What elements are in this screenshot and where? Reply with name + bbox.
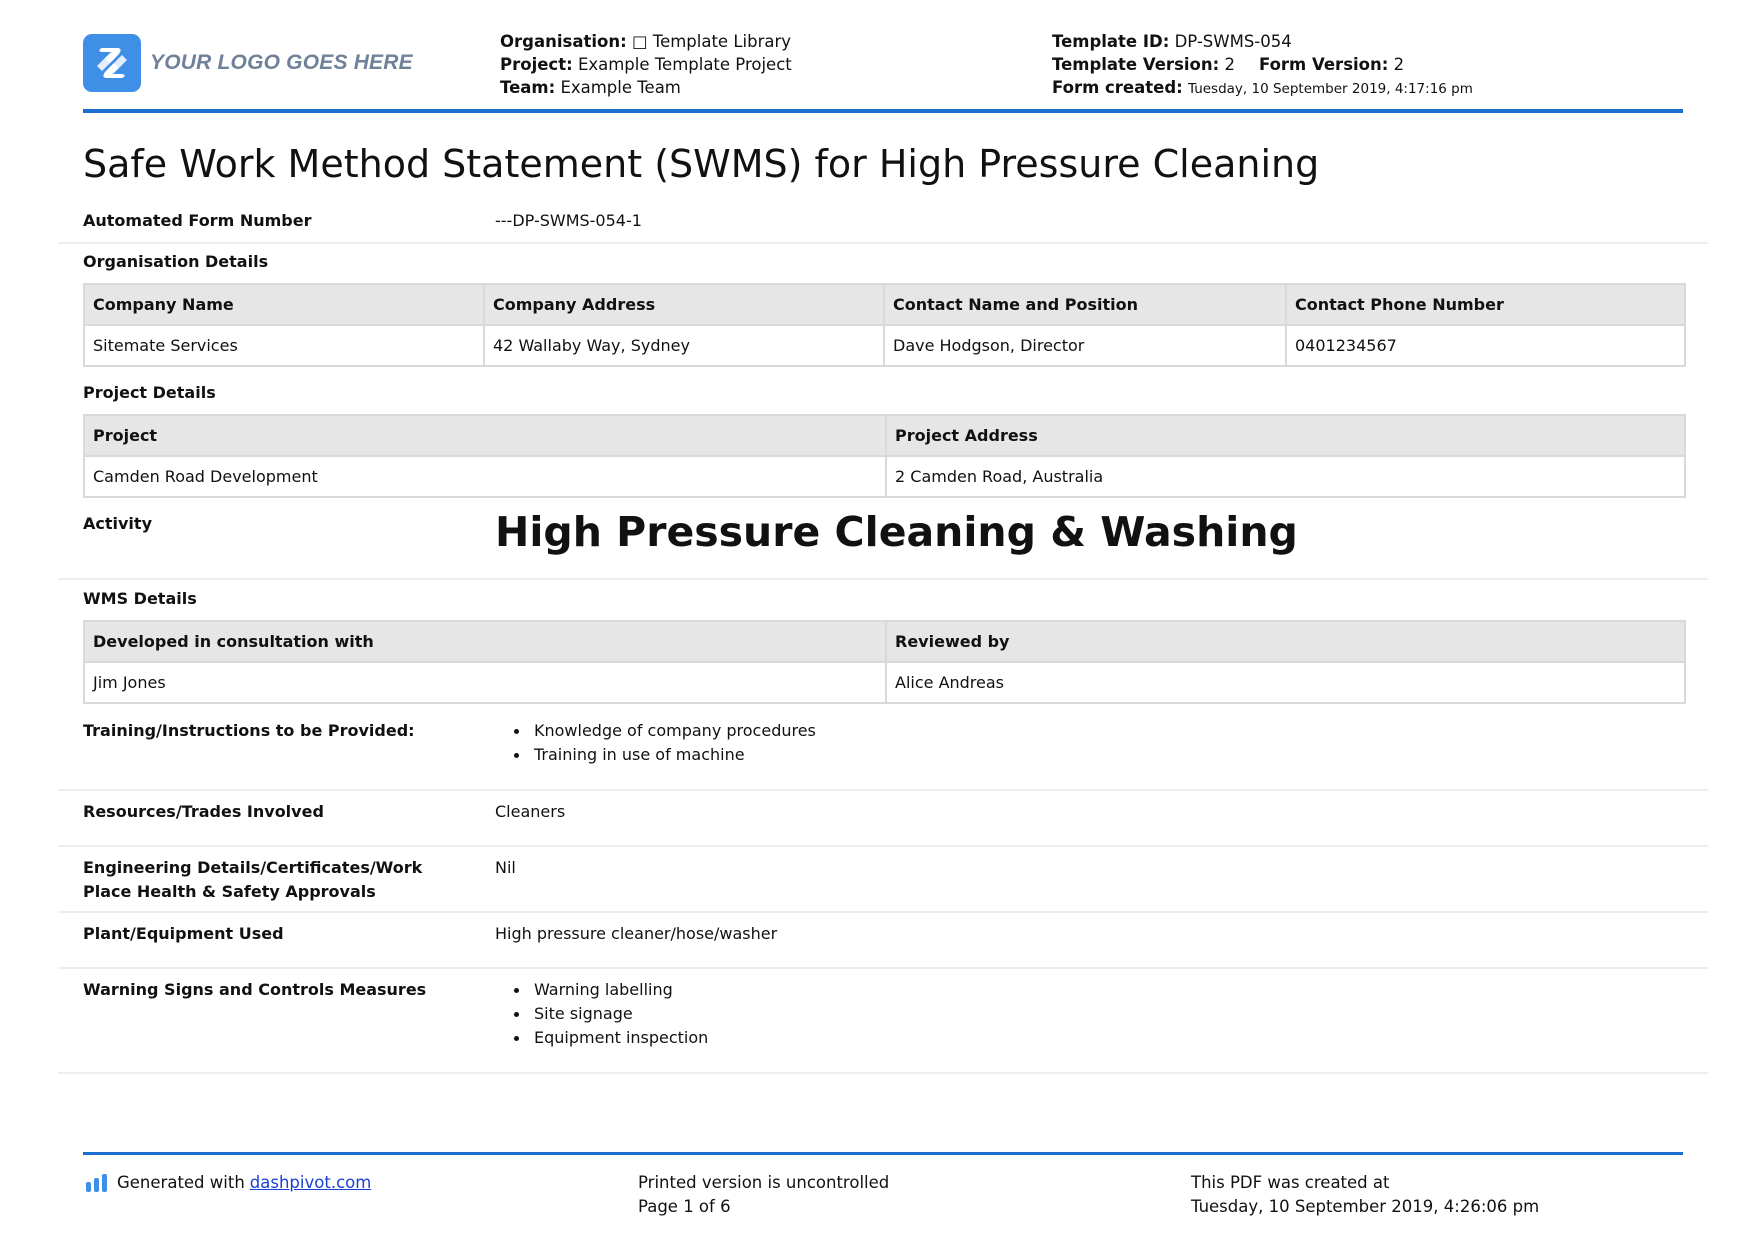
developed-with-header: Developed in consultation with [84,621,886,662]
engineering-label [83,856,422,904]
activity-value: High Pressure Cleaning & Washing [495,508,1298,556]
divider [58,242,1708,244]
divider [58,1072,1708,1074]
organisation-details-table [83,283,1686,367]
warning-list [534,978,708,1050]
team-value: Example Team [560,78,681,97]
wms-details-table [83,620,1686,704]
company-address-header: Company Address [484,284,884,325]
logo [83,34,413,92]
project-label: Project: [500,55,573,74]
table-header-row [84,415,1685,456]
table-row [84,662,1685,703]
plant-label: Plant/Equipment Used [83,924,284,943]
divider [58,578,1708,580]
team-label: Team: [500,78,556,97]
footer-generated [85,1171,371,1195]
project-address-header: Project Address [886,415,1685,456]
company-address-value: 42 Wallaby Way, Sydney [484,325,884,366]
pdf-created-timestamp: Tuesday, 10 September 2019, 4:26:06 pm [1191,1197,1540,1216]
organisation-value: □ Template Library [631,32,792,51]
contact-name-header: Contact Name and Position [884,284,1286,325]
project-details-table [83,414,1686,498]
header-divider [83,109,1683,113]
list-item: Warning labelling [534,978,708,1002]
header-project-info [500,30,792,99]
logo-icon [83,34,141,92]
table-row [84,325,1685,366]
warning-label: Warning Signs and Controls Measures [83,980,427,999]
divider [58,911,1708,913]
project-address-value: 2 Camden Road, Australia [886,456,1685,497]
form-created-label: Form created: [1052,78,1183,97]
organisation-label: Organisation: [500,32,627,51]
form-version-value: 2 [1393,55,1405,74]
project-header: Project [84,415,886,456]
contact-phone-header: Contact Phone Number [1286,284,1685,325]
dashpivot-link[interactable]: dashpivot.com [249,1173,372,1192]
engineering-value: Nil [495,858,516,877]
list-item: Knowledge of company procedures [534,719,816,743]
reviewed-by-value: Alice Andreas [886,662,1685,703]
page-title: Safe Work Method Statement (SWMS) for High Pressure Cleaning [83,142,1320,186]
template-id-label: Template ID: [1052,32,1170,51]
form-number-label: Automated Form Number [83,211,312,230]
pdf-created-text: This PDF was created at [1191,1173,1390,1192]
project-value: Example Template Project [577,55,792,74]
wms-details-label: WMS Details [83,589,197,608]
divider [58,845,1708,847]
training-label: Training/Instructions to be Provided: [83,721,415,740]
company-name-value: Sitemate Services [84,325,484,366]
plant-value: High pressure cleaner/hose/washer [495,924,778,943]
template-version-value: 2 [1224,55,1235,74]
table-header-row [84,621,1685,662]
logo-text: YOUR LOGO GOES HERE [150,51,413,74]
training-list [534,719,816,767]
resources-label: Resources/Trades Involved [83,802,324,821]
table-row [84,456,1685,497]
header-template-info [1052,30,1473,101]
document-header [83,28,1683,110]
project-details-label: Project Details [83,383,216,402]
project-value: Camden Road Development [84,456,886,497]
footer-pdf-info [1191,1171,1539,1219]
organisation-details-label: Organisation Details [83,252,269,271]
divider [58,789,1708,791]
printed-text: Printed version is uncontrolled [638,1173,890,1192]
developed-with-value: Jim Jones [84,662,886,703]
form-number-value: ---DP-SWMS-054-1 [495,211,642,230]
footer-print-info [638,1171,889,1219]
dashpivot-icon [85,1173,109,1193]
template-id-value: DP-SWMS-054 [1174,32,1292,51]
contact-phone-value: 0401234567 [1286,325,1685,366]
divider [58,967,1708,969]
resources-value: Cleaners [495,802,566,821]
list-item: Site signage [534,1002,708,1026]
form-version-label: Form Version: [1258,55,1389,74]
footer-divider [83,1152,1683,1155]
activity-label: Activity [83,514,152,533]
page-number: Page 1 of 6 [638,1197,731,1216]
generated-text: Generated with [117,1173,245,1192]
list-item: Equipment inspection [534,1026,708,1050]
table-header-row [84,284,1685,325]
company-name-header: Company Name [84,284,484,325]
contact-name-value: Dave Hodgson, Director [884,325,1286,366]
list-item: Training in use of machine [534,743,816,767]
engineering-label-line: Place Health & Safety Approvals [83,882,376,901]
form-created-value: Tuesday, 10 September 2019, 4:17:16 pm [1188,81,1473,97]
template-version-label: Template Version: [1052,55,1220,74]
engineering-label-line: Engineering Details/Certificates/Work [83,858,423,877]
reviewed-by-header: Reviewed by [886,621,1685,662]
